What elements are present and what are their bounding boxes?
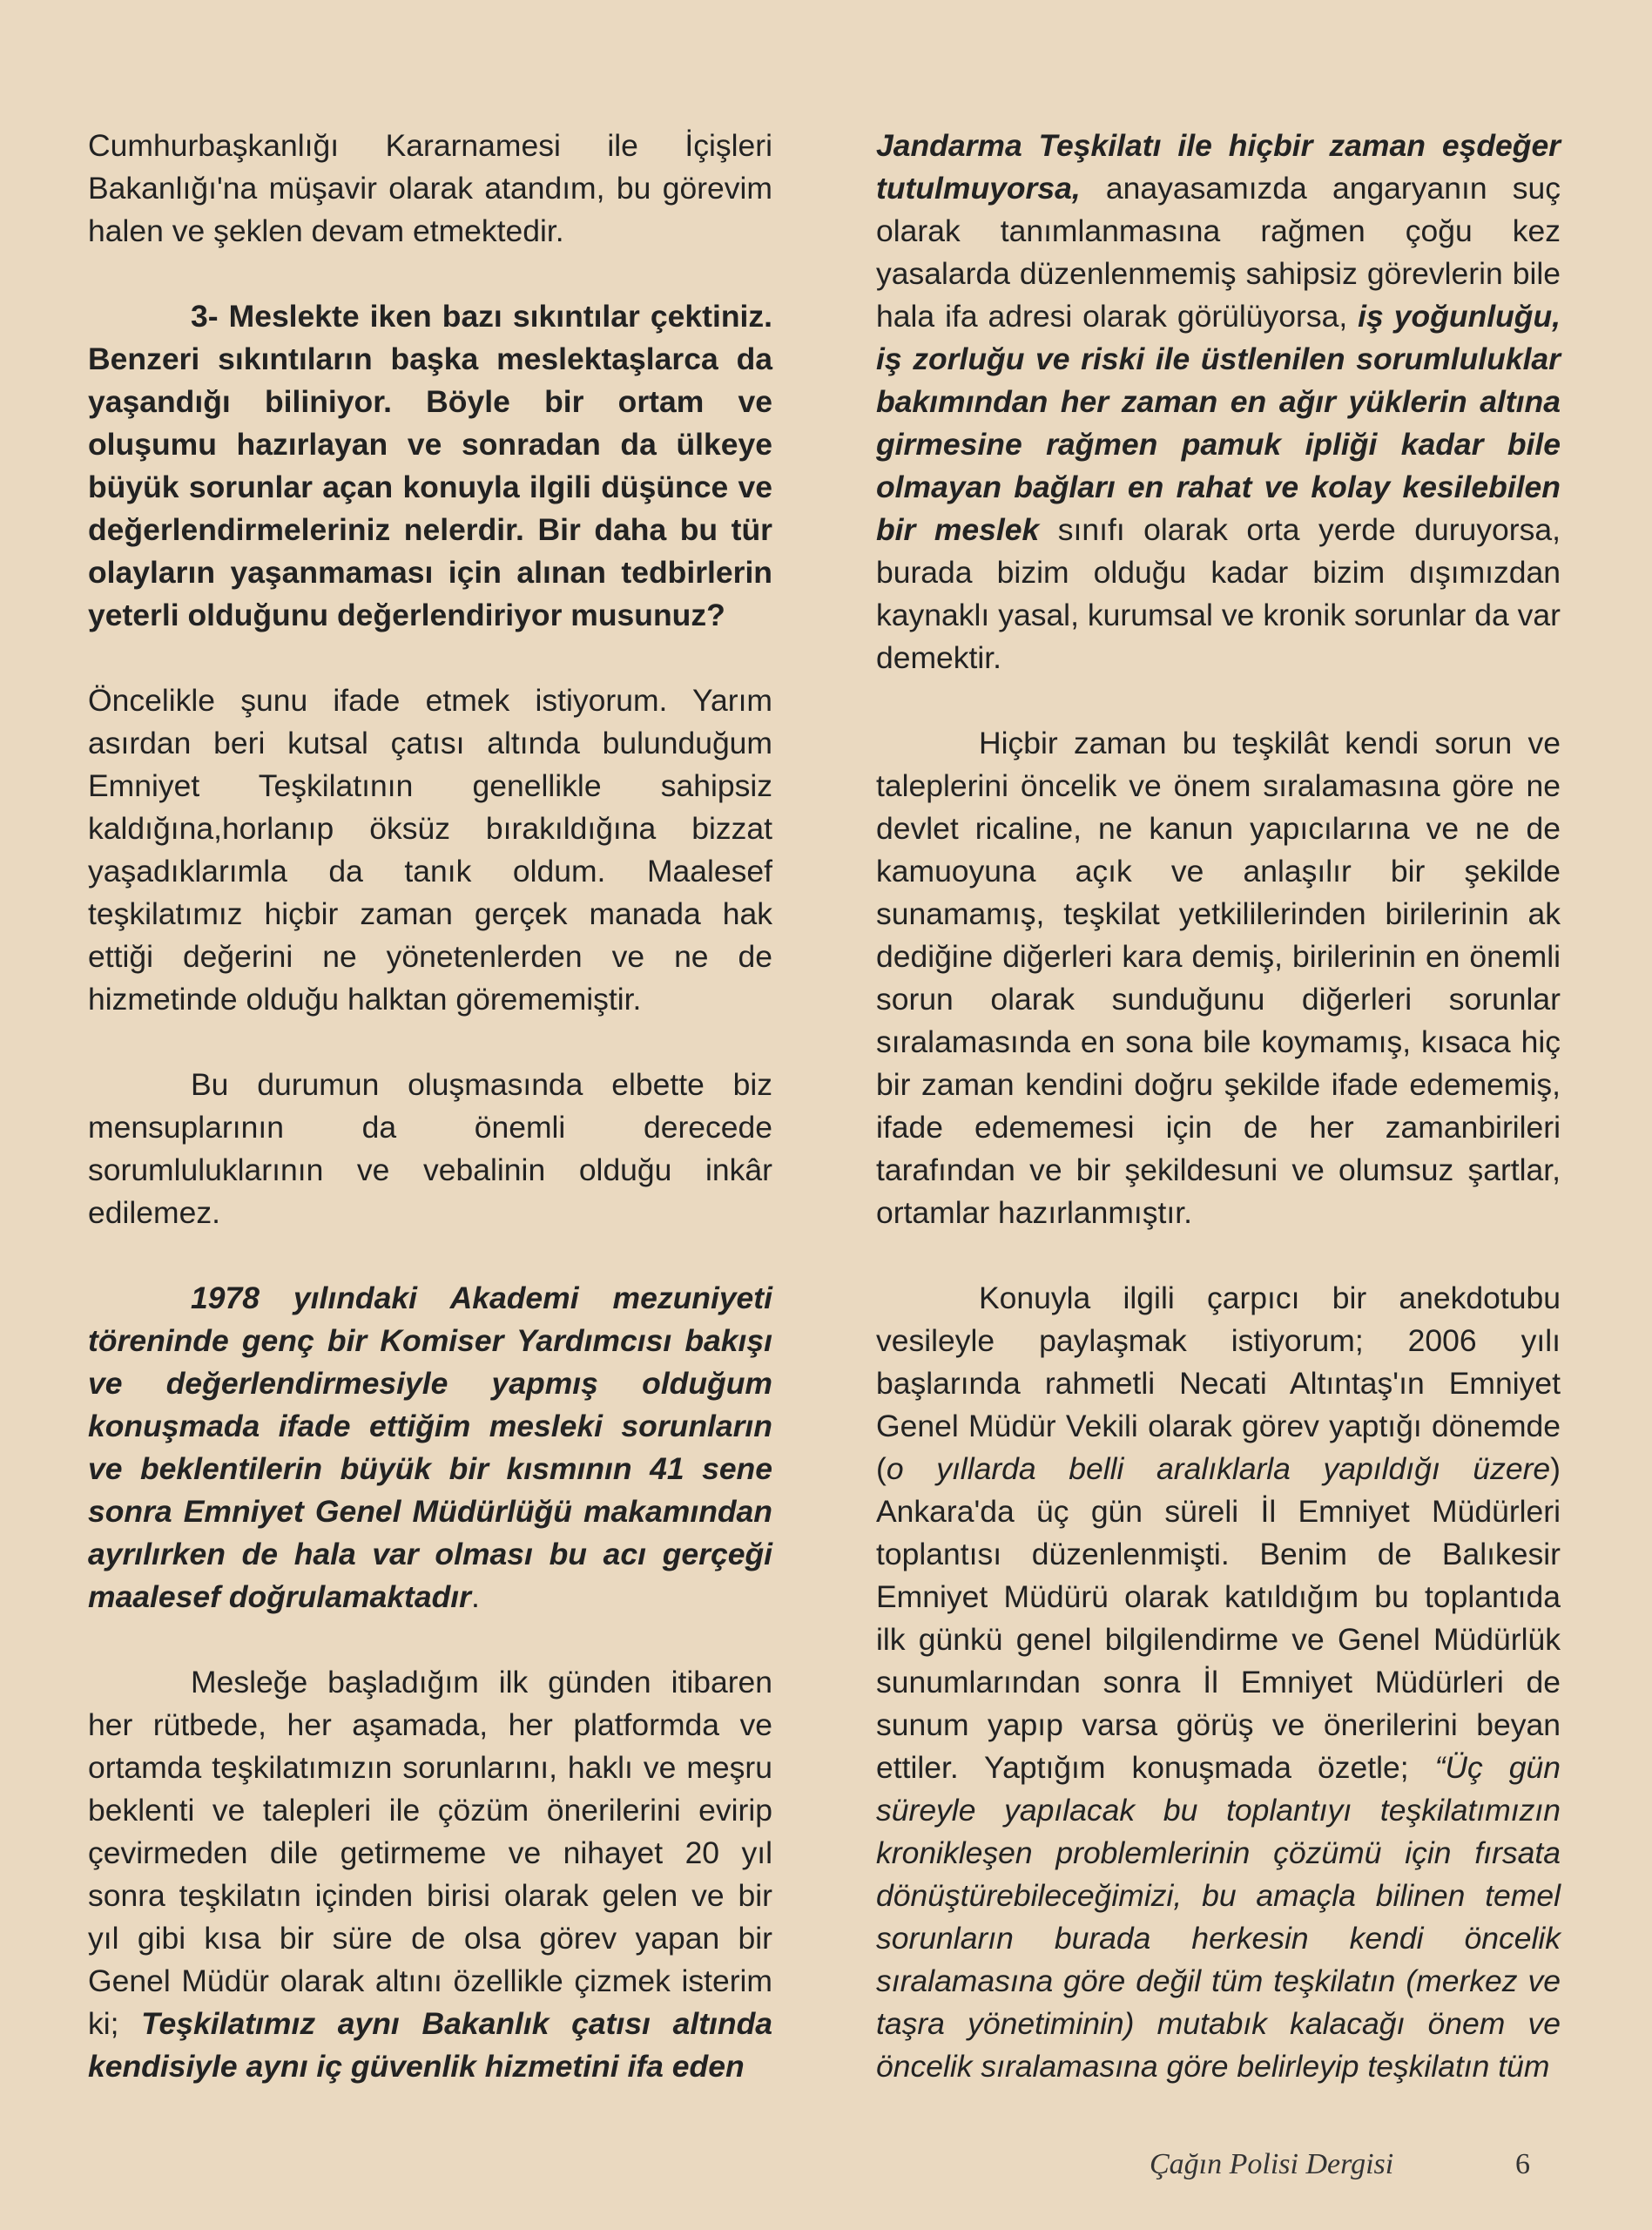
emphasis-text: Jandarma Teşkilatı ile hiçbir zaman eşdeğer tutulmuyorsa, [876,128,1561,206]
paragraph [88,1277,772,1618]
paragraph-text: Mesleğe başladığım ilk günden itibaren her rütbede, her aşamada, her platformda ve ortamda teşkilatımızın sorunlarını, haklı ve meşru beklenti ve talepleri ile çözüm önerilerini evirip çevirmeden dile getirmeme ve nihayet 20 yıl sonra teşkilatın içinden birisi olarak gelen ve bir yıl gibi kısa bir süre de olsa görev yapan bir Genel Müdür olarak altını özellikle çizmek isterim ki; [88,1665,772,2041]
emphasis-text: iş yoğunluğu, iş zorluğu ve riski ile üstlenilen sorumluluklar bakımından her zaman en ağır yüklerin altına girmesine rağmen pamuk ipliği kadar bile olmayan bağları en rahat ve kolay kesilebilen bir meslek [876,299,1561,547]
paragraph-text: sınıfı olarak orta yerde duruyorsa, burada bizim olduğu kadar bizim dışımızdan kaynaklı yasal, kurumsal ve kronik sorunlar da var demektir. [876,512,1561,675]
right-column [876,125,1561,2088]
paragraph-text: anayasamızda angaryanın suç olarak tanımlanmasına rağmen çoğu kez yasalarda düzenlenmemiş sahipsiz görevlerin bile hala ifa adresi olarak görülüyorsa, [876,171,1561,334]
paragraph-text: Konuyla ilgili çarpıcı bir anekdotubu vesileyle paylaşmak istiyorum; 2006 yılı başlarında rahmetli Necati Altıntaş'ın Emniyet Genel Müdür Vekili olarak görev yaptığı dönemde ( [876,1281,1561,1486]
paragraph [88,1661,772,2088]
journal-name: Çağın Polisi Dergisi [1150,2148,1394,2180]
paragraph [876,1277,1561,2088]
italic-text: o yıllarda belli aralıklarla yapıldığı üzere [886,1451,1551,1486]
paragraph [88,125,772,253]
paragraph [88,679,772,1021]
page-footer [1150,2148,1533,2181]
paragraph-text: Bu durumun oluşmasında elbette biz mensuplarının da önemli derecede sorumluluklarının ve vebalinin olduğu inkâr edilemez. [88,1067,772,1230]
emphasis-text: Teşkilatımız aynı Bakanlık çatısı altında kendisiyle aynı iç güvenlik hizmetini ifa eden [88,2006,772,2084]
paragraph-text: . [470,1579,480,1614]
left-column [88,125,772,2088]
emphasis-text: 1978 yılındaki Akademi mezuniyeti töreninde genç bir Komiser Yardımcısı bakışı ve değerlendirmesiyle yapmış olduğum konuşmada ifade ettiğim mesleki sorunların ve beklentilerin büyük bir kısmının 41 sene sonra Emniyet Genel Müdürlüğü makamından ayrılırken de hala var olması bu acı gerçeği maalesef doğrulamaktadır [88,1281,772,1614]
paragraph [876,722,1561,1234]
quote-text: “Üç gün süreyle yapılacak bu toplantıyı teşkilatımızın kronikleşen problemlerinin çözümü için fırsata dönüştürebileceğimizi, bu amaçla bilinen temel sorunların burada herkesin kendi öncelik sıralamasına göre değil tüm teşkilatın (merkez ve taşra yönetiminin) mutabık kalacağı önem ve öncelik sıralamasına göre belirleyip teşkilatın tüm [876,1750,1561,2084]
paragraph-text: Cumhurbaşkanlığı Kararnamesi ile İçişleri Bakanlığı'na müşavir olarak atandım, bu görevim halen ve şeklen devam etmektedir. [88,128,772,248]
paragraph [876,125,1561,679]
interview-question [88,295,772,637]
paragraph [88,1064,772,1234]
paragraph-text: Hiçbir zaman bu teşkilât kendi sorun ve taleplerini öncelik ve önem sıralamasına göre ne devlet ricaline, ne kanun yapıcılarına ve ne de kamuoyuna açık ve anlaşılır bir şekilde sunamamış, teşkilat yetkililerinden birilerinin ak dediğine diğerleri kara demiş, birilerinin en önemli sorun olarak sunduğunu diğerleri sorunlar sıralamasında en sona bile koymamış, kısaca hiç bir zaman kendini doğru şekilde ifade edememiş, ifade edememesi için de her zamanbirileri tarafından ve bir şekildesuni ve olumsuz şartlar, ortamlar hazırlanmıştır. [876,726,1561,1230]
paragraph-text: ) Ankara'da üç gün süreli İl Emniyet Müdürleri toplantısı düzenlenmişti. Benim de Balıkesir Emniyet Müdürü olarak katıldığım bu toplantıda ilk günkü genel bilgilendirme ve Genel Müdürlük sunumlarından sonra İl Emniyet Müdürleri de sunum yapıp varsa görüş ve önerilerini beyan ettiler. Yaptığım konuşmada özetle; [876,1451,1561,1785]
paragraph-text: Öncelikle şunu ifade etmek istiyorum. Yarım asırdan beri kutsal çatısı altında bulunduğum Emniyet Teşkilatının genellikle sahipsiz kaldığına,horlanıp öksüz bırakıldığına bizzat yaşadıklarımla da tanık oldum. Maalesef teşkilatımız hiçbir zaman gerçek manada hak ettiği değerini ne yönetenlerden ve ne de hizmetinde olduğu halktan görememiştir. [88,683,772,1017]
page-number: 6 [1515,2148,1530,2180]
question-text: 3- Meslekte iken bazı sıkıntılar çektiniz. Benzeri sıkıntıların başka meslektaşlarca da yaşandığı biliniyor. Böyle bir ortam ve oluşumu hazırlayan ve sonradan da ülkeye büyük sorunlar açan konuyla ilgili düşünce ve değerlendirmeleriniz nelerdir. Bir daha bu tür olayların yaşanmaması için alınan tedbirlerin yeterli olduğunu değerlendiriyor musunuz? [88,299,772,632]
